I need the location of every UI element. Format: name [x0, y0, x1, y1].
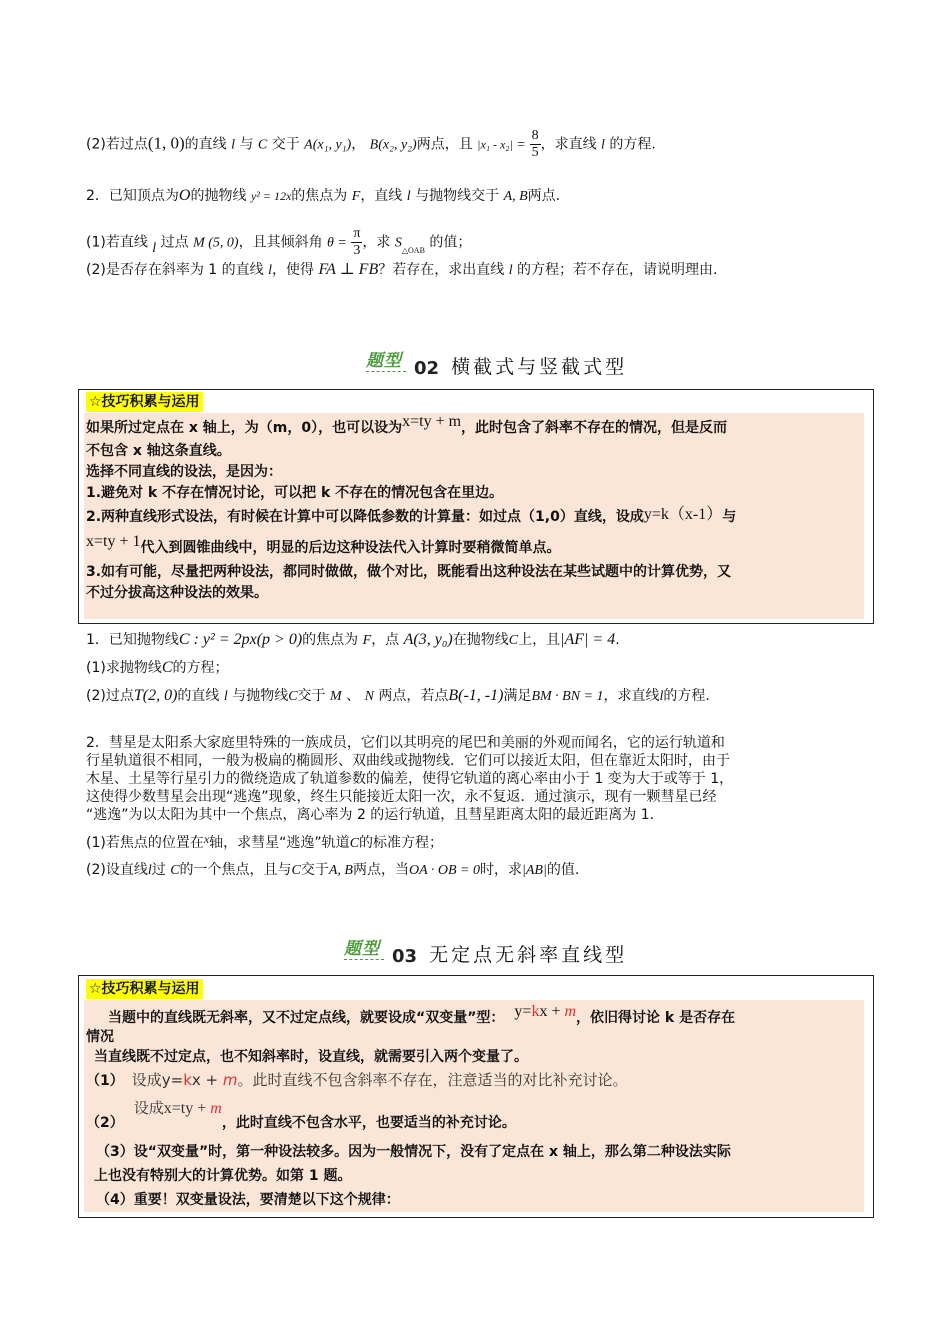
problem-02-2-text [86, 734, 866, 824]
tip-03-item-3-cont: 上也没有特别大的计算优势。如第 1 题。 [94, 1168, 352, 1184]
problem-02-1: 1．已知抛物线C : y² = 2px(p > 0)的焦点为 F，点 A(3, y₀)在抛物线C上，且|AF| = 4. [86, 631, 620, 648]
tip-03-item-1: （1） 设成y=kx + m。此时直线不包含斜率不存在，注意适当的对比补充讨论。 [86, 1071, 628, 1089]
tip-03-item-4: （4）重要！双变量设法，要清楚以下这个规律： [96, 1192, 400, 1208]
text-line: 这使得少数彗星会出现“逃逸”现象，终生只能接近太阳一次，永不复返．通过演示，现有一颗彗星已经 [86, 789, 717, 805]
tip-03-line-2: 情况 [86, 1029, 114, 1045]
problem-02-2-2: (2)设直线l过 C的一个焦点，且与C交于A, B两点，当OA · OB = 0时，求|AB|的值. [86, 862, 580, 878]
tip-02-line-3: 选择不同直线的设法，是因为： [86, 464, 282, 480]
tip-tag: ☆技巧积累与运用 [86, 979, 203, 999]
tip-02-line-5: 2.两种直线形式设法，有时候在计算中可以降低参数的计算量：如过点（1,0）直线，设成y=k（x-1）与 [86, 506, 737, 525]
section-03-heading [344, 934, 627, 967]
tip-02-line-4: 1.避免对 k 不存在情况讨论，可以把 k 不存在的情况包含在里边。 [86, 485, 504, 501]
section-02-heading [366, 346, 627, 379]
problem-2-q1: (1)若直线 l 过点 M (5, 0)，且其倾斜角 θ = $\frac{\pi}{3}$ ，求 $S_{\triangle OAB}$ 的值； [86, 226, 472, 258]
tip-tag: ☆技巧积累与运用 [86, 392, 203, 412]
section-label: 题型 [366, 351, 402, 371]
problem-02-2-1: (1)若焦点的位置在x轴，求彗星“逃逸”轨道C的标准方程； [86, 832, 444, 851]
dashed-divider [344, 959, 384, 960]
problem-2-q2: (2)是否存在斜率为 1 的直线 l，使得 FA ⊥ FB？若存在，求出直线 l 的方程；若不存在，请说明理由. [86, 261, 718, 278]
text-line: 行星轨道很不相同，一般为极扁的椭圆形、双曲线或抛物线．它们可以接近太阳，但在靠近太阳时，由于 [86, 753, 730, 769]
tip-02-line-8: 不过分拔高这种设法的效果。 [86, 585, 268, 601]
section-number: 03 [392, 946, 418, 967]
problem-line-1-2: (2)若过点(1, 0)的直线 l 与 C 交于 A(x₁, y₁)， B(x₂, y₂)两点，且 |x₁ - x₂| = $\frac{8}{5}$ ，求直线 l 的方程. [86, 128, 656, 160]
tip-02-line-2: 不包含 x 轴这条直线。 [86, 443, 231, 459]
section-number: 02 [414, 358, 440, 379]
tip-02-line-6: x=ty + 1代入到圆锥曲线中，明显的后边这种设法代入计算时要稍微简单点。 [86, 533, 561, 556]
section-title: 横截式与竖截式型 [451, 356, 628, 378]
section-label: 题型 [344, 939, 380, 959]
section-title: 无定点无斜率直线型 [429, 944, 628, 966]
tip-03-line-3: 当直线既不过定点，也不知斜率时，设直线，就需要引入两个变量了。 [94, 1049, 528, 1065]
problem-02-1-2: (2)过点T(2, 0)的直线 l 与抛物线C交于 M 、 N 两点，若点B(-1, -1)满足BM · BN = 1，求直线l的方程. [86, 687, 710, 704]
tip-02-line-1: 如果所过定点在 x 轴上，为（m，0），也可以设为x=ty + m，此时包含了斜率不存在的情况，但是反而 [86, 413, 728, 436]
problem-2-intro: 2．已知顶点为O的抛物线 y² = 12x的焦点为 F，直线 l 与抛物线交于 A, B两点. [86, 187, 561, 204]
text-line: “逃逸”为以太阳为其中一个焦点，离心率为 2 的运行轨道，且彗星距离太阳的最近距离为 1. [86, 807, 655, 823]
tip-03-item-2: （2）设成x=ty + m，此时直线不包含水平，也要适当的补充讨论。 [86, 1099, 516, 1131]
tip-02-line-7: 3.如有可能，尽量把两种设法，都同时做做，做个对比，既能看出这种设法在某些试题中的计算优势，又 [86, 564, 732, 580]
text-line: 木星、土星等行星引力的微绕造成了轨道参数的偏差，使得它轨道的离心率由小于 1 变为大于或等于 1， [86, 771, 734, 787]
tip-03-item-3: （3）设“双变量”时，第一种设法较多。因为一般情况下，没有了定点在 x 轴上，那么第二种设法实际 [96, 1144, 731, 1160]
dashed-divider [366, 371, 406, 372]
problem-02-1-1: (1)求抛物线C的方程； [86, 659, 229, 676]
text-line: 2．彗星是太阳系大家庭里特殊的一族成员，它们以其明亮的尾巴和美丽的外观而闻名，它的运行轨道和 [86, 735, 725, 751]
tip-03-line-1: 当题中的直线既无斜率，又不过定点线，就要设成“双变量”型： y=kx + m，依旧得讨论 k 是否存在 [108, 1003, 736, 1026]
